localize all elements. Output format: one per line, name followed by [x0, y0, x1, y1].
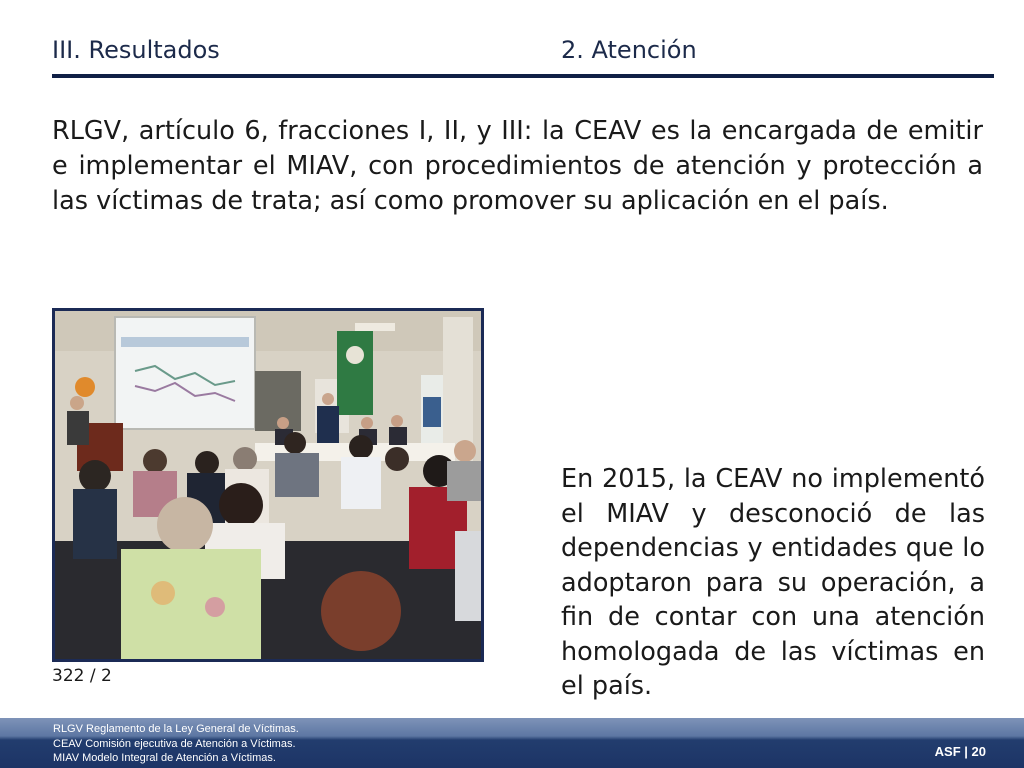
glossary-item-ceav: CEAV Comisión ejecutiva de Atención a Víctimas.: [53, 737, 296, 750]
section-title: III. Resultados: [52, 36, 220, 64]
brand-separator: |: [964, 744, 968, 759]
page-number: 20: [971, 744, 986, 759]
glossary-item-miav: MIAV Modelo Integral de Atención a Víctimas.: [53, 752, 276, 764]
footer-brand: [935, 744, 986, 759]
conference-photo-illustration: [55, 311, 481, 659]
acronym-glossary: [53, 722, 299, 766]
finding-paragraph: En 2015, la CEAV no implementó el MIAV y desconoció de las dependencias y entidades que lo adoptaron para su operación, a fin de contar con una atención homologada de las víctimas en el país.: [561, 464, 985, 701]
glossary-item-rlgv: RLGV Reglamento de la Ley General de Víctimas.: [53, 723, 299, 735]
photo-caption: 322 / 2: [52, 666, 112, 686]
conference-photo: [52, 308, 484, 662]
brand-name: ASF: [934, 744, 961, 759]
subsection-title: 2. Atención: [561, 36, 697, 64]
intro-paragraph: RLGV, artículo 6, fracciones I, II, y III: la CEAV es la encargada de emitir e implementar el MIAV, con procedimientos de atención y protección a las víctimas de trata; así como promover su aplicación en el país.: [52, 116, 983, 216]
header-divider: [52, 74, 994, 78]
